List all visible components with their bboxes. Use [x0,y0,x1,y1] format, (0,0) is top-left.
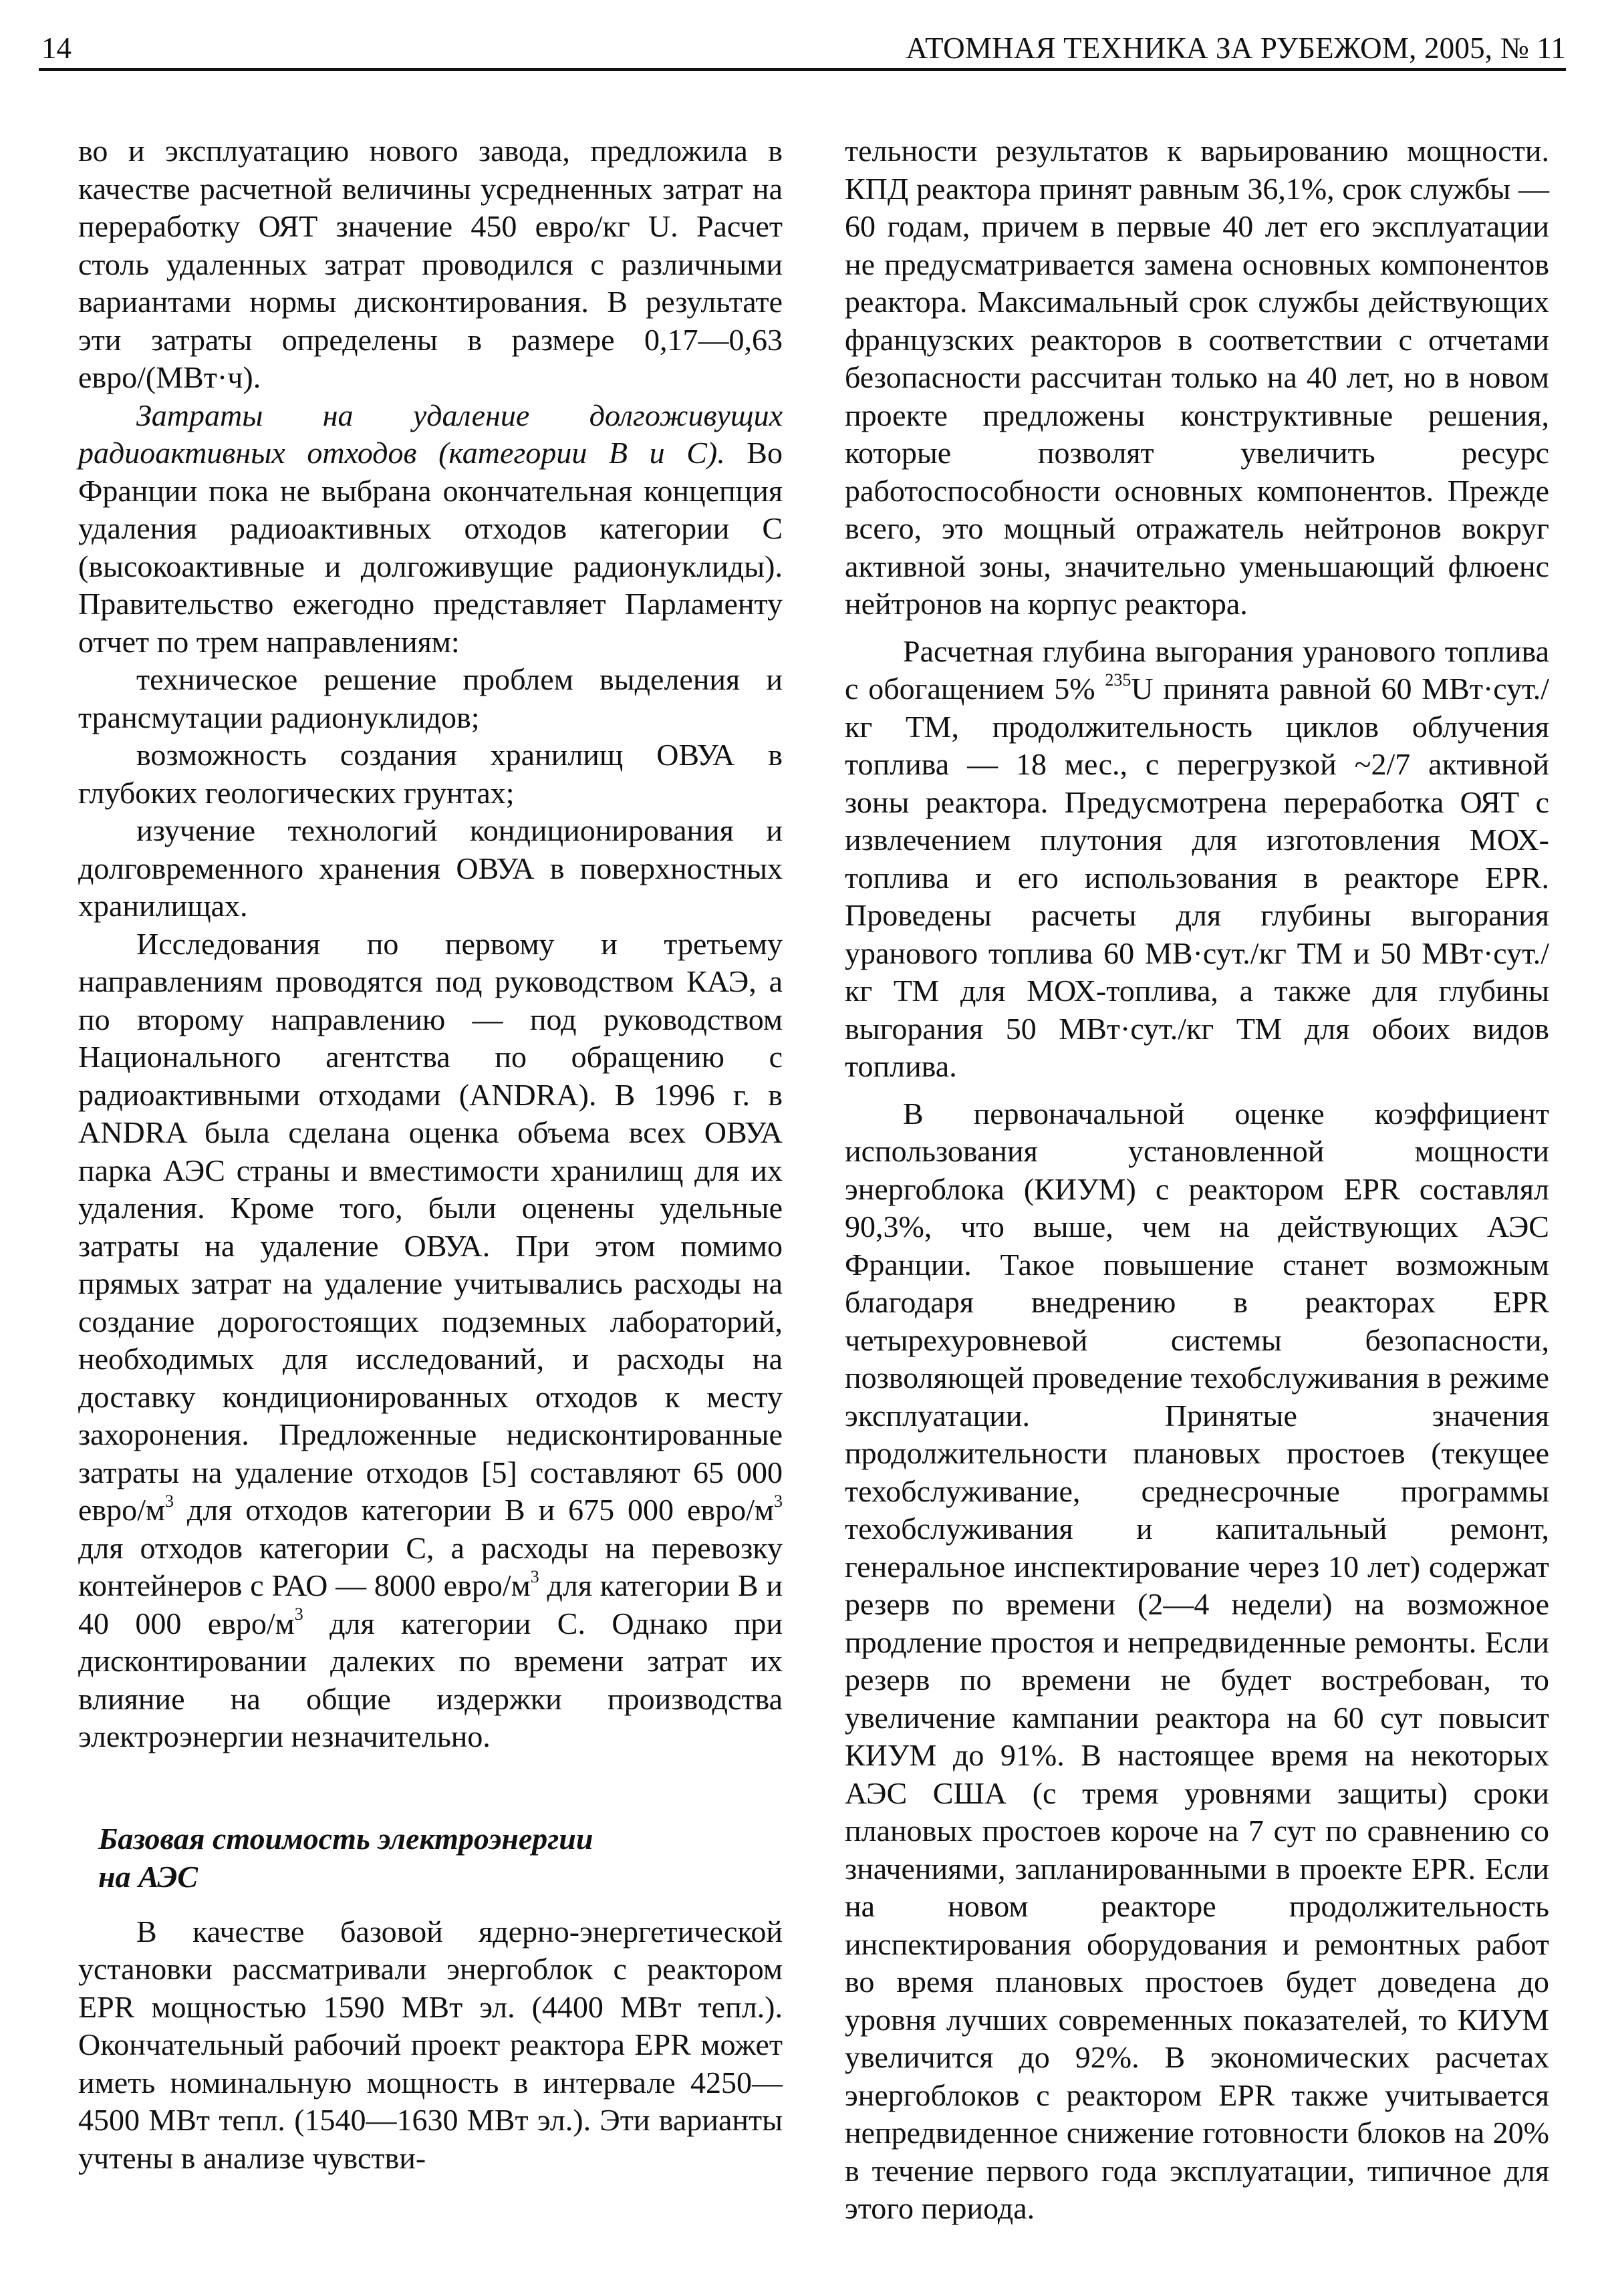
section-heading-line: Базовая стоимость электроэнергии [98,1821,593,1856]
paragraph-text: U принята равной 60 МВт·сут./кг ТМ, продолжительность циклов облучения топлива — 18 мес., с перегрузкой ~2/7 активной зоны реактора. Предусмотрена переработка ОЯТ с извлечением плутония для изготовления МОХ-топлива и его использования в реакторе EPR. Проведены расчеты для глубины выгорания уранового топлива 60 МВ·сут./кг ТМ и 50 МВт·сут./кг ТМ для МОХ-топлива, а также для глубины выгорания 50 МВт·сут./кг ТМ для обоих видов топлива. [845,672,1549,1083]
superscript: 235 [1105,670,1131,690]
list-item: техническое решение проблем выделения и трансмутации радионуклидов; [78,662,783,734]
superscript: 3 [530,1566,539,1586]
paragraph-text: для категории С. Однако при дисконтировании далеких по времени затрат их влияние на общие издержки производства электроэнергии незначительно. [78,1606,783,1753]
paragraph [845,633,1549,1086]
paragraph: тельности результатов к варьированию мощности. КПД реактора принят равным 36,1%, срок службы — 60 годам, причем в первые 40 лет его эксплуатации не предусматривается замена основных компонентов реактора. Максимальный срок службы действующих французских реакторов в соответствии с отчетами безопасности рассчитан только на 40 лет, но в новом проекте предложены конструктивные решения, которые позволят увеличить ресурс работоспособности основных компонентов. Прежде всего, это мощный отражатель нейтронов вокруг активной зоны, значительно уменьшающий флюенс нейтронов на корпус реактора. [845,134,1549,621]
section-heading [78,1820,783,1896]
page-number: 14 [41,31,72,65]
superscript: 3 [774,1491,783,1511]
running-header [39,27,1566,71]
paragraph-text: для категории В и 40 000 евро/м [78,1568,783,1640]
section-heading-line: на АЭС [98,1859,198,1894]
journal-title: АТОМНАЯ ТЕХНИКА ЗА РУБЕЖОМ, 2005, № 11 [906,31,1566,65]
paragraph: во и эксплуатацию нового завода, предложила в качестве расчетной величины усредненных затрат на переработку ОЯТ значение 450 евро/кг U. Расчет столь удаленных затрат проводился с различными вариантами нормы дисконтирования. В результате эти затраты определены в размере 0,17—0,63 евро/(МВт·ч). [78,134,783,394]
inline-heading: Затраты на удаление долгоживущих радиоактивных отходов (категории В и С). [78,398,783,470]
paragraph-text: Во Франции пока не выбрана окончательная концепция удаления радиоактивных отходов категории С (высокоактивные и долгоживущие радионуклиды). Правительство ежегодно представляет Парламенту отчет по трем направлениям: [78,436,783,659]
paragraph-text: для отходов категории В и 675 000 евро/м [174,1493,774,1527]
paragraph: В качестве базовой ядерно-энергетической установки рассматривали энергоблок с реактором EPR мощностью 1590 МВт эл. (4400 МВт тепл.). Окончательный рабочий проект реактора EPR может иметь номинальную мощность в интервале 4250—4500 МВт тепл. (1540—1630 МВт эл.). Эти варианты учтены в анализе чувстви- [78,1914,783,2175]
right-column [845,132,1549,2228]
superscript: 3 [165,1491,174,1511]
paragraph-text: Расчетная глубина выгорания уранового топлива с обогащением 5% [845,633,1549,706]
paragraph [78,925,783,1756]
superscript: 3 [294,1604,303,1624]
paragraph-text: для отходов категории С, а расходы на перевозку контейнеров с РАО — 8000 евро/м [78,1530,783,1602]
list-item: изучение технологий кондиционирования и долговременного хранения ОВУА в поверхностных хранилищах. [78,813,783,923]
list-item: возможность создания хранилищ ОВУА в глубоких геологических грунтах; [78,738,783,810]
left-column [78,132,783,2177]
paragraph [78,397,783,662]
paragraph-text: Исследования по первому и третьему направлениям проводятся под руководством КАЭ, а по второму направлению — под руководством Национального агентства по обращению с радиоактивными отходами (ANDRA). В 1996 г. в ANDRA была сделана оценка объема всех ОВУА парка АЭС страны и вместимости хранилищ для их удаления. Кроме того, были оценены удельные затраты на удаление ОВУА. При этом помимо прямых затрат на удаление учитывались расходы на создание дорогостоящих подземных лабораторий, необходимых для исследований, и расходы на доставку кондиционированных отходов к месту захоронения. Предложенные недисконтированные затраты на удаление отходов [5] составляют 65 000 евро/м [78,926,783,1527]
paragraph: В первоначальной оценке коэффициент использования установленной мощности энергоблока (КИУМ) с реактором EPR составлял 90,3%, что выше, чем на действующих АЭС Франции. Такое повышение станет возможным благодаря внедрению в реакторах EPR четырехуровневой системы безопасности, позволяющей проведение техобслуживания в режиме эксплуатации. Принятые значения продолжительности плановых простоев (текущее техобслуживание, среднесрочные программы техобслуживания и капитальный ремонт, генеральное инспектирование через 10 лет) содержат резерв по времени (2—4 недели) на возможное продление простоя и непредвиденные ремонты. Если резерв по времени не будет востребован, то увеличение кампании реактора на 60 сут повысит КИУМ до 91%. В настоящее время на некоторых АЭС США (с тремя уровнями защиты) сроки плановых простоев короче на 7 сут по сравнению со значениями, запланированными в проекте EPR. Если на новом реакторе продолжительность инспектирования оборудования и ремонтных работ во время плановых простоев будет доведена до уровня лучших современных показателей, то КИУМ увеличится до 92%. В экономических расчетах энергоблоков с реактором EPR также учитывается непредвиденное снижение готовности блоков на 20% в течение первого года эксплуатации, типичное для этого периода. [845,1096,1549,2225]
